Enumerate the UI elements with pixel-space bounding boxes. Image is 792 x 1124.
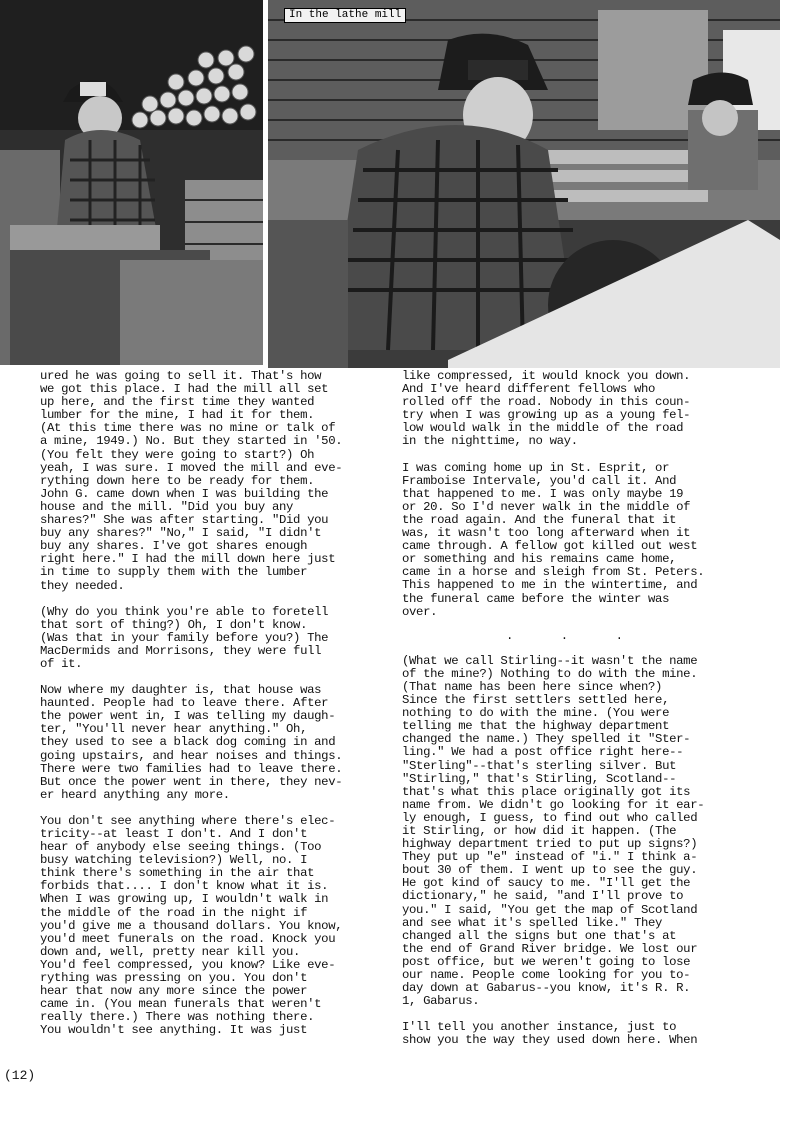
- photo-caption: In the lathe mill: [284, 8, 406, 23]
- paragraph: (What we call Stirling--it wasn't the name of the mine?) Nothing to do with the mine. (That name has been here since when?) Since the first settlers settled here, nothing to do with the mine. (You were telling me that the highway department changed the name.) They spelled it "Ster- ling." We had a post office right here-- "Sterling"--that's sterling silver. But "Stirling," that's Stirling, Scotland-- that's what this place originally got its name from. We didn't go looking for it ear- ly enough, I guess, to find out who called it Stirling, or how did it happen. (The highway department tried to put up signs?) They put up "e" instead of "i." I think a- bout 30 of them. I went up to see the guy. He got kind of saucy to me. "I'll get the dictionary," he said, "and I'll prove to you." I said, "You get the map of Scotland and see what it's spelled like." They changed all the signs but one that's at the end of Grand River bridge. We lost our post office, but we weren't going to lose our name. People come looking for you to- day down at Gabarus--you know, it's R. R. 1, Gabarus.: [402, 653, 705, 1009]
- paragraph: You don't see anything where there's elec- tricity--at least I don't. And I don't hear of anybody else seeing things. (Too busy watching television?) Well, no. I think there's something in the air that forbids that.... I don't know what it is. When I was growing up, I wouldn't walk in the middle of the road in the night if you'd give me a thousand dollars. You know, you'd meet funerals on the road. Knock you down and, well, pretty near kill you. You'd feel compressed, you know? Like eve- rything was pressing on you. You don't hear that now any more since the power came in. (You mean funerals that weren't really there.) There was nothing there. You wouldn't see anything. It was just: [40, 813, 343, 1038]
- paragraph: (Why do you think you're able to foretell that sort of thing?) Oh, I don't know. (Was that in your family before you?) The MacDermids and Morrisons, they were full of it.: [40, 604, 329, 671]
- paragraph: I'll tell you another instance, just to show you the way they used down here. When: [402, 1020, 698, 1048]
- paragraph: Now where my daughter is, that house was haunted. People had to leave there. After the power went in, I was telling my daugh- ter, "You'll never hear anything." Oh, they used to see a black dog coming in and going upstairs, and hear noises and things. There were two families had to leave there. But once the power went in there, they nev- er heard anything any more.: [40, 683, 343, 802]
- paragraph: ured he was going to sell it. That's how we got this place. I had the mill all set up here, and the first time they wanted lumber for the mine, I had it for them. (At this time there was no mine or talk of a mine, 1949.) No. But they started in '50. (You felt they were going to start?) Oh yeah, I was sure. I moved the mill and eve- rything down here to be ready for them. John G. came down when I was building the house and the mill. "Did you buy any shares?" She was after starting. "Did you buy any shares?" "No," I said, "I didn't buy any shares. I've got shares enough right here." I had the mill down here just in time to supply them with the lumber they needed.: [40, 369, 343, 593]
- page-number: (12): [4, 1068, 36, 1083]
- left-column: [40, 370, 385, 1051]
- photo-lathe-left-image: [0, 0, 263, 365]
- photo-lathe-mill-image: [268, 0, 780, 368]
- photo-lathe-mill: [268, 0, 780, 368]
- paragraph: I was coming home up in St. Esprit, or Framboise Intervale, you'd call it. And that happened to me. I was only maybe 19 or 20. So I'd never walk in the middle of the road again. And the funeral that it was, it wasn't too long afterward when it came through. A fellow got killed out west or something and his remains came home, came in a horse and sleigh from St. Peters. This happened to me in the wintertime, and the funeral came before the winter was over.: [402, 460, 705, 619]
- paragraph: like compressed, it would knock you down. And I've heard different fellows who rolled off the road. Nobody in this coun- try when I was growing up as a young fel- low would walk in the middle of the road in the nighttime, no way.: [402, 369, 691, 449]
- right-column: [402, 370, 747, 1061]
- photo-lathe-left: [0, 0, 263, 365]
- section-separator: . . .: [506, 628, 643, 643]
